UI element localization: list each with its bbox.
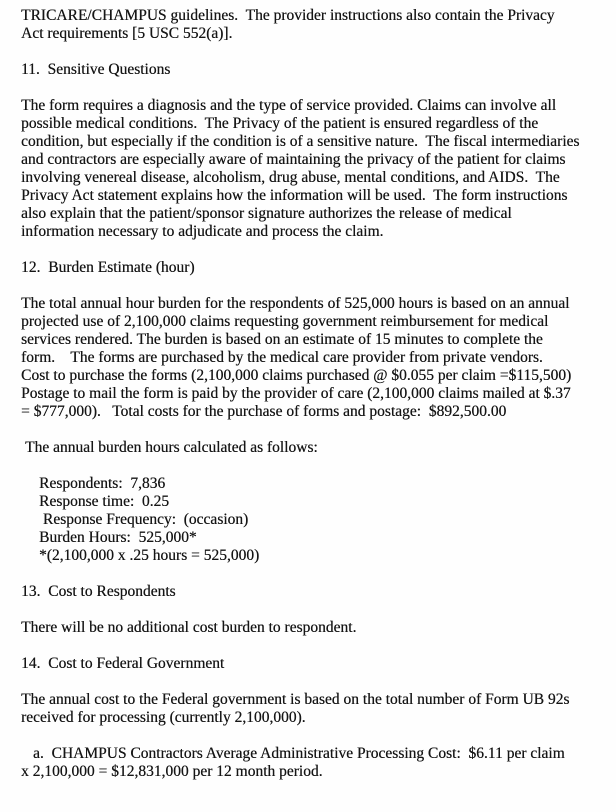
text-line: Privacy Act statement explains how the information will be used. The form instructions <box>21 187 568 204</box>
burden-hours-list <box>39 475 602 565</box>
text-line: and contractors are especially aware of maintaining the privacy of the patient for claims <box>21 151 566 168</box>
text-line: projected use of 2,100,000 claims requesting government reimbursement for medical <box>21 313 549 330</box>
text-line: form. The forms are purchased by the medical care provider from private vendors. <box>21 349 543 366</box>
text-line: a. CHAMPUS Contractors Average Administrative Processing Cost: $6.11 per claim <box>33 745 565 762</box>
text-line: condition, but especially if the condition is of a sensitive nature. The fiscal intermediaries <box>21 133 580 150</box>
heading-line: 13. Cost to Respondents <box>21 583 176 600</box>
text-line: The annual burden hours calculated as follows: <box>25 439 318 456</box>
text-line: also explain that the patient/sponsor signature authorizes the release of medical <box>21 205 512 222</box>
section-14-item-a <box>21 745 602 781</box>
text-line: Postage to mail the form is paid by the provider of care (2,100,000 claims mailed at $.37 <box>21 385 571 402</box>
text-line: information necessary to adjudicate and process the claim. <box>21 223 384 240</box>
burden-item-respondents: Respondents: 7,836 <box>39 475 166 492</box>
text-line: involving venereal disease, alcoholism, drug abuse, mental conditions, and AIDS. The <box>21 169 560 186</box>
heading-line: 12. Burden Estimate (hour) <box>21 259 195 276</box>
text-line: = $777,000). Total costs for the purchase of forms and postage: $892,500.00 <box>21 403 507 420</box>
section-11-heading <box>21 61 602 79</box>
text-line: TRICARE/CHAMPUS guidelines. The provider instructions also contain the Privacy <box>21 7 555 24</box>
section-12-paragraph <box>21 295 602 421</box>
section-11-paragraph <box>21 97 602 241</box>
text-line: received for processing (currently 2,100,000). <box>21 709 306 726</box>
intro-paragraph <box>21 7 602 43</box>
text-line: services rendered. The burden is based on an estimate of 15 minutes to complete the <box>21 331 543 348</box>
text-line: x 2,100,000 = $12,831,000 per 12 month period. <box>21 763 323 780</box>
section-14-heading <box>21 655 602 673</box>
section-14-paragraph <box>21 691 602 727</box>
burden-item-footnote: *(2,100,000 x .25 hours = 525,000) <box>39 547 260 564</box>
section-13-heading <box>21 583 602 601</box>
text-line: Cost to purchase the forms (2,100,000 claims purchased @ $0.055 per claim =$115,500) <box>21 367 572 384</box>
burden-hours-intro <box>25 439 602 457</box>
heading-line: 14. Cost to Federal Government <box>21 655 225 672</box>
text-line: The total annual hour burden for the respondents of 525,000 hours is based on an annual <box>21 295 570 312</box>
text-line: The form requires a diagnosis and the type of service provided. Claims can involve all <box>21 97 557 114</box>
text-line: possible medical conditions. The Privacy of the patient is ensured regardless of the <box>21 115 539 132</box>
text-line: There will be no additional cost burden to respondent. <box>21 619 357 636</box>
section-13-paragraph <box>21 619 602 637</box>
burden-item-burden-hours: Burden Hours: 525,000* <box>39 529 197 546</box>
burden-item-response-frequency: Response Frequency: (occasion) <box>39 511 249 528</box>
section-12-heading <box>21 259 602 277</box>
text-line: The annual cost to the Federal government is based on the total number of Form UB 92s <box>21 691 570 708</box>
heading-line: 11. Sensitive Questions <box>21 61 171 78</box>
burden-item-response-time: Response time: 0.25 <box>39 493 170 510</box>
text-line: Act requirements [5 USC 552(a)]. <box>21 25 233 42</box>
